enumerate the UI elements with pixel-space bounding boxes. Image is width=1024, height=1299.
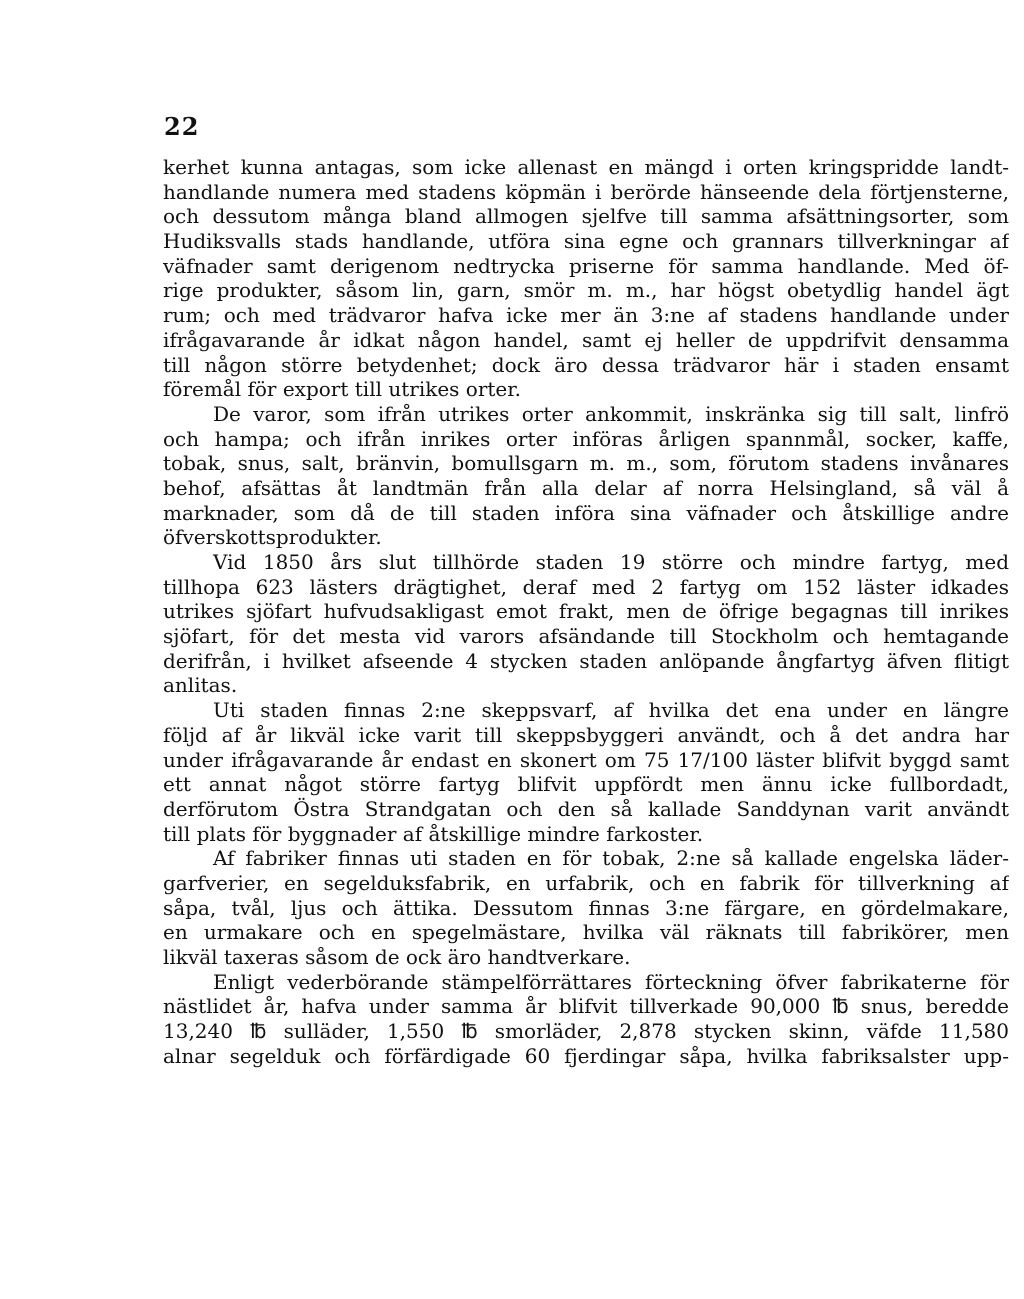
- text-line: Enligt vederbörande stämpelförrättares förteckning öfver fabrikaterne för: [213, 969, 1009, 994]
- text-line: behof, afsättas åt landtmän från alla delar af norra Helsingland, så väl å: [163, 475, 1009, 500]
- body-text: [163, 155, 1009, 1068]
- text-line: tillhopa 623 lästers drägtighet, deraf med 2 fartyg om 152 läster idkades: [163, 574, 1009, 599]
- text-line: De varor, som ifrån utrikes orter ankommit, inskränka sig till salt, linfrö: [213, 401, 1009, 426]
- text-line: garfverier, en segelduksfabrik, en urfabrik, och en fabrik för tillverkning af: [163, 870, 1009, 895]
- text-line: till någon större betydenhet; dock äro dessa trädvaror här i staden ensamt: [163, 352, 1009, 377]
- text-line: rum; och med trädvaror hafva icke mer än 3:ne af stadens handlande under: [163, 303, 1009, 328]
- text-line: Vid 1850 års slut tillhörde staden 19 större och mindre fartyg, med: [213, 550, 1009, 574]
- text-line: likväl taxeras såsom de ock äro handtverkare.: [163, 945, 631, 969]
- text-line: handlande numera med stadens köpmän i berörde hänseende dela förtjensterne,: [163, 179, 1009, 204]
- text-line: till plats för byggnader af åtskillige mindre farkoster.: [163, 821, 704, 846]
- text-line: 13,240 ℔ sulläder, 1,550 ℔ smorläder, 2,878 stycken skinn, väfde 11,580: [163, 1019, 1009, 1044]
- text-line: och dessutom många bland allmogen sjelfve till samma afsättningsorter, som: [163, 204, 1009, 229]
- text-line: derförutom Östra Strandgatan och den så kallade Sanddynan varit användt: [163, 796, 1009, 821]
- text-line: under ifrågavarande år endast en skonert om 75 17/100 läster blifvit byggd samt: [163, 747, 1009, 772]
- text-line: anlitas.: [163, 673, 238, 698]
- text-line: Hudiksvalls stads handlande, utföra sina egne och grannars tillverkningar af: [163, 229, 1009, 254]
- text-line: ifrågavarande år idkat någon handel, samt ej heller de uppdrifvit densamma: [163, 327, 1009, 352]
- text-line: och hampa; och ifrån inrikes orter införas årligen spannmål, socker, kaffe,: [163, 426, 1009, 451]
- text-line: alnar segelduk och förfärdigade 60 fjerdingar såpa, hvilka fabriksalster upp-: [163, 1043, 1009, 1068]
- text-line: nästlidet år, hafva under samma år blifvit tillverkade 90,000 ℔ snus, beredde: [163, 994, 1009, 1019]
- text-line: utrikes sjöfart hufvudsakligast emot frakt, men de öfrige begagnas till inrikes: [163, 599, 1009, 624]
- text-line: väfnader samt derigenom nedtrycka priserne för samma handlande. Med öf-: [163, 253, 1009, 278]
- text-line: derifrån, i hvilket afseende 4 stycken staden anlöpande ångfartyg äfven flitigt: [163, 648, 1009, 673]
- text-line: marknader, som då de till staden införa sina väfnader och åtskillige andre: [163, 500, 1009, 525]
- text-line: såpa, tvål, ljus och ättika. Dessutom finnas 3:ne färgare, en gördelmakare,: [163, 895, 1009, 920]
- text-line: följd af år likväl icke varit till skeppsbyggeri användt, och å det andra har: [163, 722, 1009, 747]
- text-line: en urmakare och en spegelmästare, hvilka väl räknats till fabrikörer, men: [163, 920, 1009, 945]
- text-line: kerhet kunna antagas, som icke allenast en mängd i orten kringspridde landt-: [163, 155, 1009, 179]
- text-line: rige produkter, såsom lin, garn, smör m. m., har högst obetydlig handel ägt: [163, 278, 1009, 303]
- page-number: 22: [164, 112, 200, 141]
- text-line: Uti staden finnas 2:ne skeppsvarf, af hvilka det ena under en längre: [213, 698, 1009, 723]
- text-line: ett annat något större fartyg blifvit uppfördt men ännu icke fullbordadt,: [163, 772, 1009, 797]
- text-line: tobak, snus, salt, bränvin, bomullsgarn m. m., som, förutom stadens invånares: [163, 451, 1009, 476]
- text-line: öfverskottsprodukter.: [163, 525, 382, 550]
- text-line: Af fabriker finnas uti staden en för tobak, 2:ne så kallade engelska läder-: [213, 846, 1009, 871]
- text-line: föremål för export till utrikes orter.: [163, 377, 521, 402]
- text-line: sjöfart, för det mesta vid varors afsändande till Stockholm och hemtagande: [163, 624, 1009, 649]
